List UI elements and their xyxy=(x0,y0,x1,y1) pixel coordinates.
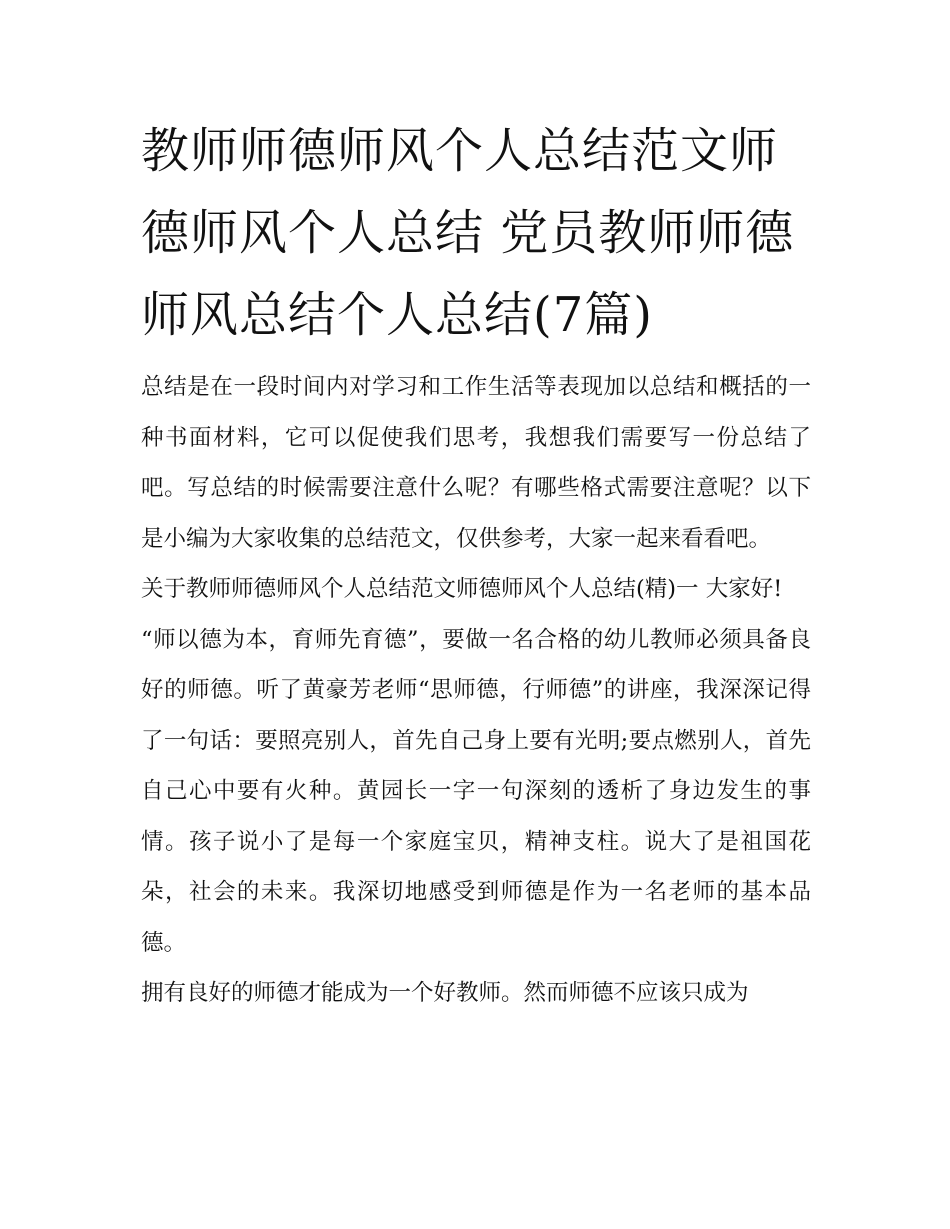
intro-paragraph: 总结是在一段时间内对学习和工作生活等表现加以总结和概括的一种书面材料，它可以促使我们思考，我想我们需要写一份总结了吧。写总结的时候需要注意什么呢？有哪些格式需要注意呢？以下是小编为大家收集的总结范文，仅供参考，大家一起来看看吧。 xyxy=(141,374,811,552)
body-paragraph: “师以德为本，育师先育德”，要做一名合格的幼儿教师必须具备良好的师德。听了黄豪芳老师“思师德，行师德”的讲座，我深深记得了一句话：要照亮别人，首先自己身上要有光明;要点燃别人，首先自己心中要有火种。黄园长一字一句深刻的透析了身边发生的事情。孩子说小了是每一个家庭宝贝，精神支柱。说大了是祖国花朵，社会的未来。我深切地感受到师德是作为一名老师的基本品德。 xyxy=(141,626,811,956)
document-title: 教师师德师风个人总结范文师德师风个人总结 党员教师师德师风总结个人总结(7篇) xyxy=(141,123,795,343)
section-heading-paragraph: 关于教师师德师风个人总结范文师德师风个人总结(精)一 大家好! xyxy=(141,576,783,602)
document-page xyxy=(141,110,811,1019)
body-paragraph: 拥有良好的师德才能成为一个好教师。然而师德不应该只成为 xyxy=(141,980,749,1006)
